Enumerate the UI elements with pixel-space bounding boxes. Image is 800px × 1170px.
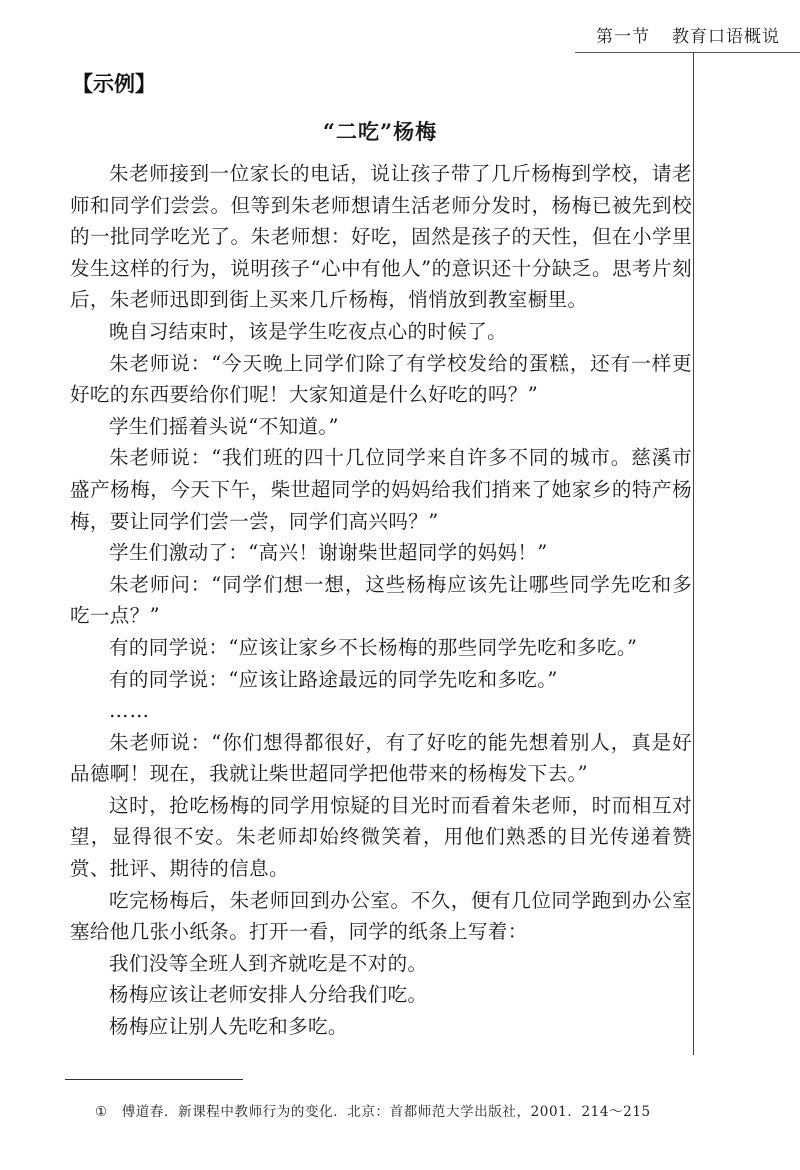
story-title: “二吃”杨梅 <box>322 119 438 144</box>
header-rule <box>575 52 800 53</box>
section-label: 【示例】 <box>72 71 156 96</box>
header-title: 教育口语概说 <box>672 27 780 47</box>
note-line: 杨梅应让别人先吃和多吃。 <box>109 1015 348 1039</box>
body-text <box>70 158 692 1043</box>
paragraph: 朱老师说：“你们想得都很好，有了好吃的能先想着别人，真是好品德啊！现在，我就让柴世超同学把他带来的杨梅发下去。” <box>70 730 692 786</box>
paragraph: 这时，抢吃杨梅的同学用惊疑的目光时而看着朱老师，时而相互对望，显得很不安。朱老师却始终微笑着，用他们熟悉的目光传递着赞赏、批评、期待的信息。 <box>70 793 692 881</box>
note-line: 我们没等全班人到齐就吃是不对的。 <box>109 951 428 975</box>
paragraph: 朱老师说：“我们班的四十几位同学来自许多不同的城市。慈溪市盛产杨梅，今天下午，柴世超同学的妈妈给我们捎来了她家乡的特产杨梅，要让同学们尝一尝，同学们高兴吗？” <box>70 446 692 533</box>
paragraph: 晚自习结束时，该是学生吃夜点心的时候了。 <box>109 319 508 343</box>
paragraph: 学生们激动了：“高兴！谢谢柴世超同学的妈妈！” <box>109 541 548 565</box>
paragraph: 朱老师接到一位家长的电话，说让孩子带了几斤杨梅到学校，请老师和同学们尝尝。但等到朱老师想请生活老师分发时，杨梅已被先到校的一批同学吃光了。朱老师想：好吃，固然是孩子的天性，但在小学里发生这样的行为，说明孩子“心中有他人”的意识还十分缺乏。思考片刻后，朱老师迅即到街上买来几斤杨梅，悄悄放到教室橱里。 <box>70 162 692 312</box>
footnote-rule <box>65 1079 243 1080</box>
footnote-marker: ① <box>95 1104 108 1120</box>
margin-rule <box>693 52 694 1055</box>
paragraph: 朱老师问：“同学们想一想，这些杨梅应该先让哪些同学先吃和多吃一点？” <box>70 572 692 628</box>
paragraph: 学生们摇着头说“不知道。” <box>109 414 339 438</box>
running-header <box>596 22 780 47</box>
footnote <box>95 1100 651 1120</box>
paragraph: 有的同学说：“应该让路途最远的同学先吃和多吃。” <box>109 667 558 691</box>
footnote-text: 傅道春．新课程中教师行为的变化．北京：首都师范大学出版社，2001．214～215 <box>121 1104 651 1120</box>
header-section: 第一节 <box>596 27 650 47</box>
note-line: 杨梅应该让老师安排人分给我们吃。 <box>109 983 428 1007</box>
paragraph: 有的同学说：“应该让家乡不长杨梅的那些同学先吃和多吃。” <box>109 635 638 659</box>
ellipsis: …… <box>109 699 150 723</box>
paragraph: 吃完杨梅后，朱老师回到办公室。不久，便有几位同学跑到办公室塞给他几张小纸条。打开一看，同学的纸条上写着： <box>70 888 692 944</box>
paragraph: 朱老师说：“今天晚上同学们除了有学校发给的蛋糕，还有一样更好吃的东西要给你们呢！大家知道是什么好吃的吗？” <box>70 351 692 407</box>
